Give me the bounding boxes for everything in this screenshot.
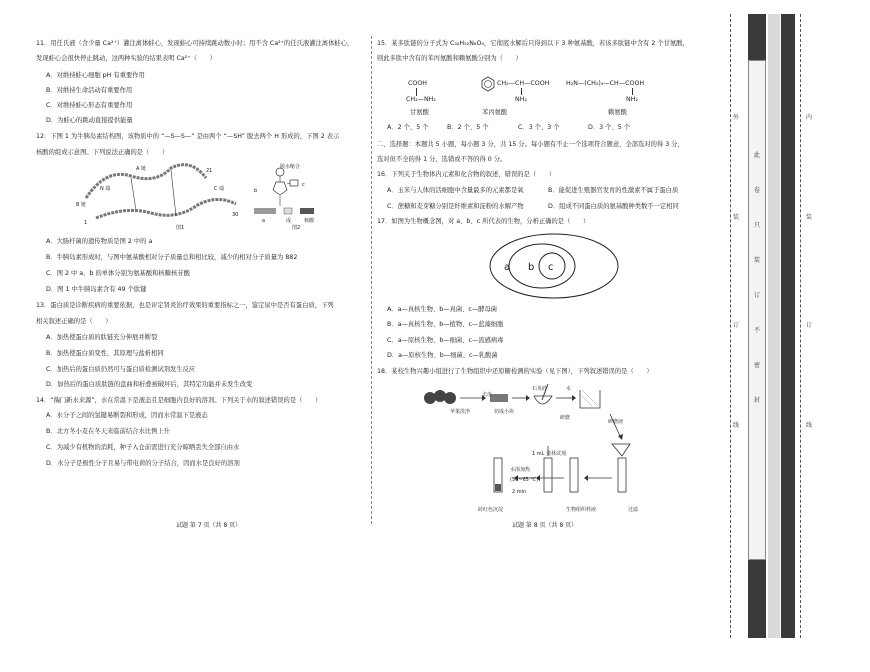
gly-bond [416, 88, 417, 96]
q14-stem: 14．“揣门新水来源”，水在常温下是液态且是细胞内良好的溶剂。下列关于水的叙述错误的是（ ） [36, 397, 322, 404]
section2-line1: 二、选择题：本题共 5 小题，每小题 3 分，共 15 分。每小题有不止一个选项符合题意，全部选对的得 3 分， [377, 141, 684, 148]
fig-b-chain: B 链 [76, 202, 87, 208]
lys-nh2: NH₂ [626, 96, 638, 103]
gutter-mid-char-0: 此 [754, 152, 761, 159]
gutter-mid-char-6: 密 [754, 362, 761, 369]
gutter-dark-strip-right [781, 14, 795, 638]
q15-option-d: D．3 个、5 个 [588, 124, 631, 131]
q16-option-d: D．组成不同蛋白质的氨基酸种类数不一定相同 [548, 203, 679, 210]
q16-stem: 16．下列关于生物体内元素和化合物的叙述，错误的是（ ） [377, 171, 556, 178]
gly-name: 甘氨酸 [410, 109, 429, 116]
fig2-a: a [262, 218, 266, 224]
q13-option-b: B．加热使蛋白质变性，其原理与盐析相同 [46, 350, 164, 357]
column-divider [371, 36, 372, 524]
phe-bond [521, 88, 522, 95]
gutter-dashed-line [730, 14, 731, 638]
right-page-footer: 试题 第 8 页（共 8 页） [512, 522, 578, 529]
concept-c: c [548, 262, 554, 273]
q12-option-c: C．图 2 中 a、b 的单体分别为氨基酸和核糖核苷酸 [46, 270, 190, 277]
q14-option-c: C．为减少有机物的消耗，种子入仓前需进行充分晾晒丢失全部自由水 [46, 444, 240, 451]
lys-name: 赖氨酸 [608, 109, 627, 116]
q11-option-a: A．对维持蛙心细胞 pH 有重要作用 [46, 72, 145, 79]
q15-stem-1: 15．某多肽链的分子式为 C₃₂H₅₂N₈O₉，它彻底水解后只得到以下 3 种氨基酸，若该多肽链中含有 2 个甘氨酸， [377, 40, 689, 47]
gutter-left-char-0: 外 [733, 114, 740, 121]
fig-21: 21 [206, 168, 213, 174]
gutter-mid-char-3: 装 [754, 257, 761, 264]
gutter-light-strip [748, 60, 766, 560]
label-time: 2 min [512, 489, 527, 495]
q14-option-b: B．北方冬小麦在冬天来临前结合水比例上升 [46, 428, 170, 435]
q14-option-a: A．水分子之间的氢键易断裂和形成，因而水常温下是液态 [46, 412, 208, 419]
q17-stem: 17．如图为生物概念图，对 a、b、c 所代表的生物，分析正确的是（ ） [377, 218, 590, 225]
gutter-mid-strip [768, 14, 780, 638]
q18-stem: 18．某校生物兴趣小组进行了生物组织中还原糖检测的实验（见下图），下列叙述错误的是（ ） [377, 368, 653, 375]
label-sample: 生物组织样液 [566, 507, 597, 513]
gutter-mid-char-2: 只 [754, 222, 761, 229]
q16-option-c: C．蔗糖和麦芽糖分别是纤维素和淀粉的水解产物 [387, 203, 524, 210]
q11-option-b: B．对维持生命活动有重要作用 [46, 87, 133, 94]
left-page-footer: 试题 第 7 页（共 8 页） [176, 522, 242, 529]
gutter-right-char-0: 内 [806, 114, 813, 121]
q11-stem-1: 11．用任氏液（含少量 Ca²⁺）灌注离体蛙心，发现蛙心可持续跳动数小时；用不含 Ca²⁺的任氏液灌注离体蛙心， [36, 40, 354, 47]
fig-n-end: N 端 [100, 186, 111, 192]
fig2-nucleic: 核酸 [304, 218, 315, 224]
gutter-left-char-1: 装 [733, 214, 740, 221]
concept-diagram [488, 232, 622, 300]
label-quartz: 石英砂 [532, 386, 548, 392]
fig2-c: c [302, 182, 305, 188]
label-water: 水 [566, 386, 572, 392]
concept-b: b [528, 262, 535, 273]
phe-nh2: NH₂ [515, 96, 527, 103]
experiment-flow-figure [420, 378, 650, 518]
q17-option-b: B．a—真核生物、b—植物、c—蓝藻细胞 [387, 321, 504, 328]
label-result: 砖红色沉淀 [478, 507, 504, 513]
label-cut: 切成小块 [494, 409, 515, 415]
q12-option-b: B．牛胰岛素形成时，与图中氨基酸相对分子质量总和相比较，减少的相对分子质量为 882 [46, 254, 298, 261]
q15-option-a: A．2 个、5 个 [387, 124, 429, 131]
gly-ch2nh2: CH₂—NH₂ [406, 96, 436, 103]
q13-option-a: A．加热使蛋白质的肽链充分伸展并断裂 [46, 334, 158, 341]
label-grind: 研磨 [560, 415, 571, 421]
q15-option-c: C．3 个、3 个 [518, 124, 560, 131]
gutter-dashed-line-right [800, 14, 801, 638]
fig2-becomes: 成 [286, 218, 292, 224]
label-apple-wash: 苹果洗净 [450, 409, 471, 415]
label-filter: 过滤 [628, 507, 639, 513]
gutter-right-char-2: 订 [806, 322, 813, 329]
q15-option-b: B．2 个、5 个 [447, 124, 489, 131]
q17-option-a: A．a—真核生物、b—真菌、c—酵母菌 [387, 306, 498, 313]
phe-chain: CH₂—CH—COOH [497, 80, 550, 87]
gutter-left-char-2: 订 [733, 322, 740, 329]
fig-30: 30 [232, 212, 239, 218]
insulin-structure-figure [76, 158, 246, 230]
q17-option-c: C．a—原核生物、b—细菌、c—流感病毒 [387, 337, 504, 344]
fig2-b: b [254, 188, 258, 194]
gutter-mid-char-4: 订 [754, 292, 761, 299]
concept-a: a [504, 262, 511, 273]
nucleic-acid-figure [250, 162, 330, 226]
q13-stem-2: 相关叙述正确的是（ ） [36, 318, 112, 325]
lys-formula: H₂N—(CH₂)₄—CH—COOH [566, 80, 645, 87]
q12-option-a: A．大肠杆菌的遗传物质是图 2 中的 a [46, 238, 153, 245]
q16-option-b: B．能促进生殖器官发育的性激素不属于蛋白质 [548, 187, 679, 194]
gutter-mid-char-7: 封 [754, 397, 761, 404]
gutter-right-char-3: 线 [806, 422, 813, 429]
label-slurry: 研磨液 [608, 419, 624, 425]
q14-option-d: D．水分子是极性分子且易与带电荷的分子结合，因而水是良好的溶剂 [46, 460, 240, 467]
q13-option-c: C．加热后的蛋白质仍然可与蛋白质检测试剂发生反应 [46, 366, 196, 373]
q16-option-a: A．玉米与人体的活细胞中含量最多的元素都是氧 [387, 187, 524, 194]
label-reagent: 1 mL 斐林试剂 [532, 451, 567, 457]
section2-line2: 选对但不全的得 1 分，选错或不答的得 0 分。 [377, 156, 507, 163]
benzene-ring-icon [480, 76, 496, 92]
q12-option-d: D．图 1 中牛胰岛素含有 49 个肽键 [46, 286, 147, 293]
fig2-label: 图2 [292, 225, 301, 231]
q11-option-d: D．为蛙心的跳动直接提供能量 [46, 117, 133, 124]
label-bath1: 水浴加热 [510, 467, 531, 473]
fig2-dehydration: 脱水缩合 [280, 164, 301, 170]
gly-cooh: COOH [408, 80, 428, 87]
q11-stem-2: 发现蛙心会很快停止跳动，这两种实验的结果表明 Ca²⁺（ ） [36, 55, 216, 62]
fig1-label: 图1 [176, 225, 185, 231]
fig-a-chain: A 链 [136, 166, 147, 172]
q12-stem-1: 12．下图 1 为牛胰岛素结构图，该物质中的 “—S—S—” 是由两个 “—SH” 脱去两个 H 形成的，下图 2 表示 [36, 133, 340, 140]
gutter-mid-char-5: 不 [754, 327, 761, 334]
q15-stem-2: 则此多肽中含有的苯丙氨酸和赖氨酸分别为（ ） [377, 55, 522, 62]
gutter-mid-char-1: 卷 [754, 187, 761, 194]
q11-option-c: C．对维持蛙心形态有重要作用 [46, 102, 133, 109]
label-peel: 去皮 [482, 392, 493, 398]
q12-stem-2: 核酸的组成示意图。下列说法正确的是（ ） [36, 149, 169, 156]
gutter-left-char-3: 线 [733, 422, 740, 429]
fig-c-end: C 端 [214, 186, 225, 192]
q13-stem-1: 13．蛋白质是诊断疾病的重要依据，也是评定肾炎治疗效果的重要指标之一，鉴定尿中是否有蛋白质，下列 [36, 302, 334, 309]
q13-option-d: D．加热后的蛋白质肽链的盘曲和折叠被破坏后，其特定功能并未发生改变 [46, 381, 253, 388]
phe-name: 苯丙氨酸 [482, 109, 508, 116]
q17-option-d: D．a—原核生物、b—细菌、c—乳酸菌 [387, 352, 498, 359]
lys-bond [632, 88, 633, 95]
gutter-right-char-1: 装 [806, 214, 813, 221]
label-bath2: (50~65 ℃) [510, 477, 539, 483]
fig-1: 1 [84, 220, 88, 226]
